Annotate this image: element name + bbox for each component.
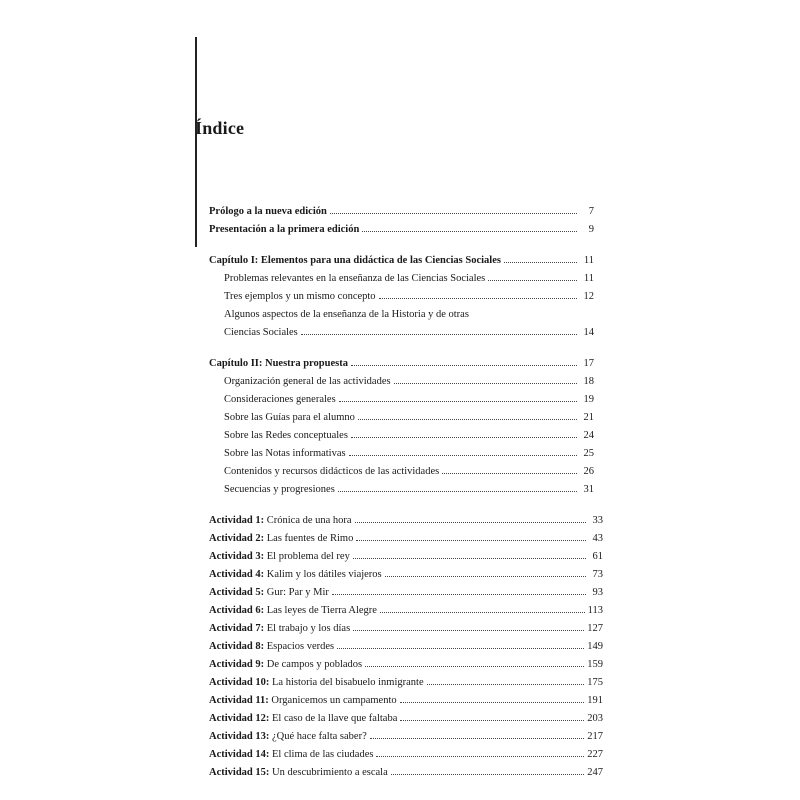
toc-subentry[interactable]	[209, 270, 603, 288]
chapter-1-group	[209, 252, 603, 342]
leader-dots	[339, 400, 577, 402]
toc-entry-page: 14	[583, 327, 594, 338]
activity-number: Actividad 6:	[209, 605, 265, 616]
toc-entry-page: 31	[583, 484, 594, 495]
toc-entry-page: 227	[587, 749, 603, 760]
activity-title: La historia del bisabuelo inmigrante	[272, 677, 424, 688]
toc-entry-page: 9	[588, 224, 594, 235]
activity-number: Actividad 1:	[209, 515, 265, 526]
toc-subentry[interactable]	[209, 427, 603, 445]
toc-subentry-line1[interactable]	[209, 306, 603, 324]
toc-entry-label: Algunos aspectos de la enseñanza de la Historia y de otras	[224, 309, 469, 320]
table-of-contents	[209, 203, 603, 795]
toc-entry-activity[interactable]	[209, 548, 603, 566]
chapter-title: Capítulo I: Elementos para una didáctica de las Ciencias Sociales	[209, 255, 501, 266]
toc-entry-prologo[interactable]	[209, 203, 603, 221]
activity-number: Actividad 10:	[209, 677, 270, 688]
leader-dots	[376, 755, 584, 757]
toc-entry-page: 33	[592, 515, 603, 526]
toc-entry-page: 113	[587, 605, 603, 616]
activity-title: Organicemos un campamento	[271, 695, 397, 706]
leader-dots	[380, 611, 585, 613]
activity-number: Actividad 5:	[209, 587, 265, 598]
activity-number: Actividad 7:	[209, 623, 265, 634]
toc-entry-page: 11	[583, 273, 594, 284]
activity-number: Actividad 4:	[209, 569, 265, 580]
toc-entry-activity[interactable]	[209, 566, 603, 584]
activity-title: El caso de la llave que faltaba	[272, 713, 398, 724]
leader-dots	[385, 575, 586, 577]
leader-dots	[370, 737, 585, 739]
leader-dots	[391, 773, 585, 775]
activity-title: Crónica de una hora	[266, 515, 352, 526]
toc-entry-label: Consideraciones generales	[224, 394, 336, 405]
toc-entry-activity[interactable]	[209, 764, 603, 782]
leader-dots	[338, 490, 577, 492]
activity-title: Espacios verdes	[266, 641, 335, 652]
toc-entry-activity[interactable]	[209, 728, 603, 746]
toc-subentry-line2[interactable]	[209, 324, 603, 342]
toc-entry-page: 217	[587, 731, 603, 742]
toc-entry-page: 12	[583, 291, 594, 302]
page-title: Índice	[195, 118, 245, 138]
leader-dots	[504, 261, 577, 263]
leader-dots	[301, 333, 577, 335]
toc-entry-page: 25	[583, 448, 594, 459]
leader-dots	[488, 279, 577, 281]
toc-entry-presentacion[interactable]	[209, 221, 603, 239]
toc-entry-activity[interactable]	[209, 512, 603, 530]
toc-entry-label: Secuencias y progresiones	[224, 484, 335, 495]
toc-entry-page: 7	[588, 206, 594, 217]
leader-dots	[351, 364, 577, 366]
leader-dots	[351, 436, 577, 438]
chapter-2-group	[209, 355, 603, 499]
toc-subentry[interactable]	[209, 445, 603, 463]
leader-dots	[400, 701, 585, 703]
toc-entry-activity[interactable]	[209, 638, 603, 656]
toc-entry-activity[interactable]	[209, 746, 603, 764]
front-matter-group	[209, 203, 603, 239]
toc-entry-activity[interactable]	[209, 710, 603, 728]
toc-entry-activity[interactable]	[209, 584, 603, 602]
toc-entry-label: Ciencias Sociales	[224, 327, 298, 338]
toc-entry-label: Organización general de las actividades	[224, 376, 391, 387]
toc-entry-label: Contenidos y recursos didácticos de las actividades	[224, 466, 440, 477]
leader-dots	[330, 212, 577, 214]
activity-title: Gur: Par y Mir	[266, 587, 329, 598]
toc-entry-page: 159	[587, 659, 603, 670]
activity-number: Actividad 14:	[209, 749, 270, 760]
toc-entry-page: 17	[583, 358, 594, 369]
toc-entry-label: Tres ejemplos y un mismo concepto	[224, 291, 376, 302]
toc-entry-chapter-1[interactable]	[209, 252, 603, 270]
leader-dots	[394, 382, 577, 384]
leader-dots	[355, 521, 586, 523]
activities-group	[209, 512, 603, 782]
toc-subentry[interactable]	[209, 463, 603, 481]
toc-entry-page: 93	[592, 587, 603, 598]
activity-title: El clima de las ciudades	[272, 749, 374, 760]
leader-dots	[353, 557, 586, 559]
toc-entry-activity[interactable]	[209, 692, 603, 710]
chapter-title: Capítulo II: Nuestra propuesta	[209, 358, 348, 369]
leader-dots	[349, 454, 577, 456]
toc-entry-activity[interactable]	[209, 620, 603, 638]
toc-entry-page: 149	[587, 641, 603, 652]
activity-title: Un descubrimiento a escala	[272, 767, 388, 778]
toc-entry-page: 203	[587, 713, 603, 724]
toc-entry-page: 24	[583, 430, 594, 441]
toc-entry-chapter-2[interactable]	[209, 355, 603, 373]
toc-entry-page: 43	[592, 533, 603, 544]
toc-entry-page: 247	[587, 767, 603, 778]
toc-entry-label: Presentación a la primera edición	[209, 224, 360, 235]
activity-title: Las fuentes de Rimo	[266, 533, 354, 544]
leader-dots	[365, 665, 584, 667]
toc-entry-page: 73	[592, 569, 603, 580]
activity-title: ¿Qué hace falta saber?	[272, 731, 367, 742]
leader-dots	[400, 719, 584, 721]
leader-dots	[356, 539, 586, 541]
activity-number: Actividad 9:	[209, 659, 265, 670]
toc-entry-page: 21	[583, 412, 594, 423]
activity-number: Actividad 2:	[209, 533, 265, 544]
toc-entry-label: Sobre las Redes conceptuales	[224, 430, 348, 441]
activity-number: Actividad 3:	[209, 551, 265, 562]
activity-title: Las leyes de Tierra Alegre	[266, 605, 377, 616]
toc-entry-activity[interactable]	[209, 656, 603, 674]
activity-number: Actividad 13:	[209, 731, 270, 742]
toc-subentry[interactable]	[209, 481, 603, 499]
activity-number: Actividad 15:	[209, 767, 270, 778]
toc-entry-page: 26	[583, 466, 594, 477]
toc-entry-page: 191	[587, 695, 603, 706]
toc-entry-activity[interactable]	[209, 602, 603, 620]
toc-entry-page: 11	[583, 255, 594, 266]
activity-number: Actividad 8:	[209, 641, 265, 652]
activity-title: Kalim y los dátiles viajeros	[266, 569, 382, 580]
activity-title: El trabajo y los días	[266, 623, 351, 634]
leader-dots	[337, 647, 584, 649]
activity-title: El problema del rey	[266, 551, 350, 562]
activity-title: De campos y poblados	[266, 659, 363, 670]
leader-dots	[379, 297, 577, 299]
toc-entry-page: 61	[592, 551, 603, 562]
leader-dots	[358, 418, 577, 420]
toc-entry-label: Sobre las Notas informativas	[224, 448, 346, 459]
activity-number: Actividad 11:	[209, 695, 269, 706]
toc-entry-page: 127	[587, 623, 603, 634]
activity-number: Actividad 12:	[209, 713, 270, 724]
leader-dots	[427, 683, 585, 685]
margin-rule	[195, 37, 197, 247]
toc-entry-label: Problemas relevantes en la enseñanza de las Ciencias Sociales	[224, 273, 486, 284]
leader-dots	[353, 629, 584, 631]
leader-dots	[332, 593, 586, 595]
toc-entry-label: Prólogo a la nueva edición	[209, 206, 327, 217]
toc-subentry[interactable]	[209, 391, 603, 409]
toc-entry-activity[interactable]	[209, 674, 603, 692]
toc-entry-activity[interactable]	[209, 530, 603, 548]
toc-entry-label: Sobre las Guías para el alumno	[224, 412, 355, 423]
toc-entry-page: 19	[583, 394, 594, 405]
toc-subentry[interactable]	[209, 288, 603, 306]
toc-entry-page: 175	[587, 677, 603, 688]
toc-subentry[interactable]	[209, 373, 603, 391]
toc-subentry[interactable]	[209, 409, 603, 427]
leader-dots	[442, 472, 577, 474]
toc-entry-page: 18	[583, 376, 594, 387]
leader-dots	[362, 230, 577, 232]
